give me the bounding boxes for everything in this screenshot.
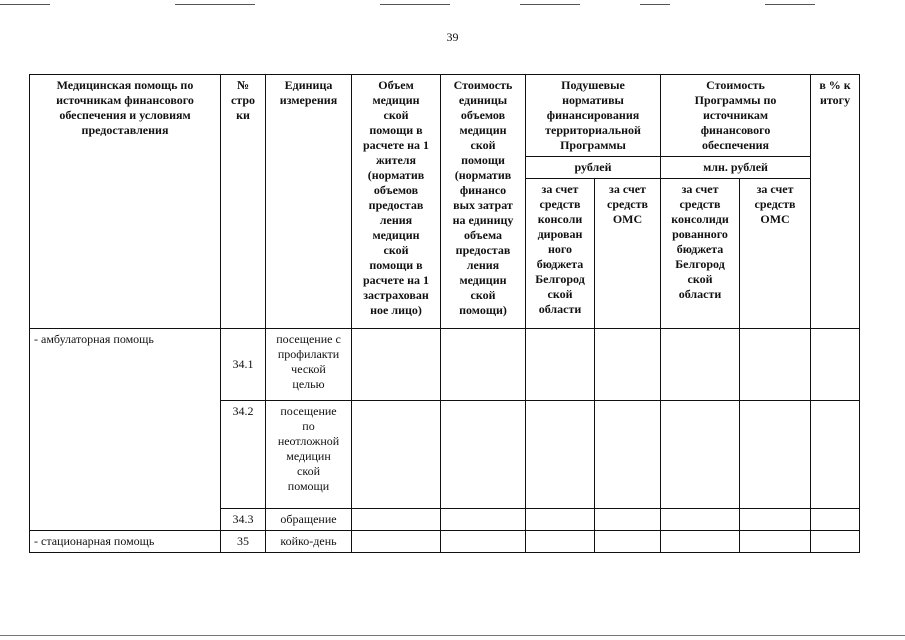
top-rule-5 — [640, 4, 670, 5]
cell — [661, 401, 740, 509]
top-rule-1 — [0, 4, 50, 5]
header-rubles: рублей — [526, 157, 661, 179]
cell — [352, 329, 441, 401]
header-per-capita: Подушевые нормативы финансирования территориальной Программы — [526, 75, 661, 157]
row-unit: посещение по неотложной медицин ской помощи — [266, 401, 352, 509]
cell — [811, 401, 860, 509]
cell — [661, 509, 740, 531]
cell — [595, 531, 661, 553]
cell — [441, 509, 526, 531]
row-unit: обращение — [266, 509, 352, 531]
row-number: 34.1 — [221, 329, 266, 401]
header-volume: Объем медицин ской помощи в расчете на 1 жителя (норматив объемов предостав ления медицин ской помощи в расчете на 1 застрахован ное лицо) — [352, 75, 441, 329]
cell — [352, 531, 441, 553]
cell — [526, 329, 595, 401]
cell — [595, 401, 661, 509]
header-row-1 — [30, 75, 860, 157]
cell — [352, 509, 441, 531]
row-label-inpatient: - стационарная помощь — [30, 531, 221, 553]
financing-table — [29, 74, 860, 553]
cell — [595, 509, 661, 531]
bottom-rule — [0, 635, 905, 636]
cell — [526, 531, 595, 553]
table-row — [30, 531, 860, 553]
cell — [441, 329, 526, 401]
header-regional-budget-2: за счет средств консолиди рованного бюджета Белгород ской области — [661, 179, 740, 329]
cell — [740, 329, 811, 401]
header-care-type: Медицинская помощь по источникам финансового обеспечения и условиям предоставления — [30, 75, 221, 329]
cell — [740, 401, 811, 509]
cell — [526, 401, 595, 509]
top-rule-3 — [380, 4, 450, 5]
header-row-number: № стро ки — [221, 75, 266, 329]
cell — [441, 401, 526, 509]
header-unit: Единица измерения — [266, 75, 352, 329]
page-number: 39 — [446, 30, 459, 44]
cell — [526, 509, 595, 531]
cell — [811, 531, 860, 553]
header-million-rubles: млн. рублей — [661, 157, 811, 179]
row-number: 34.2 — [221, 401, 266, 509]
cell — [661, 329, 740, 401]
cell — [811, 329, 860, 401]
cell — [740, 509, 811, 531]
cell — [595, 329, 661, 401]
header-regional-budget: за счет средств консоли дирован ного бюджета Белгород ской области — [526, 179, 595, 329]
top-rule-2 — [175, 4, 255, 5]
header-percent: в % к итогу — [811, 75, 860, 329]
top-rule-6 — [765, 4, 815, 5]
top-rule-4 — [520, 4, 580, 5]
header-oms: за счет средств ОМС — [595, 179, 661, 329]
row-number: 34.3 — [221, 509, 266, 531]
cell — [441, 531, 526, 553]
header-program-cost: Стоимость Программы по источникам финансового обеспечения — [661, 75, 811, 157]
row-unit: посещение с профилакти ческой целью — [266, 329, 352, 401]
cell — [661, 531, 740, 553]
row-label-outpatient: - амбулаторная помощь — [30, 329, 221, 531]
cell — [811, 509, 860, 531]
row-unit: койко-день — [266, 531, 352, 553]
row-number: 35 — [221, 531, 266, 553]
cell — [740, 531, 811, 553]
cell — [352, 401, 441, 509]
table-row — [30, 329, 860, 401]
header-unit-cost: Стоимость единицы объемов медицин ской помощи (норматив финансо вых затрат на единицу объема предостав ления медицин ской помощи) — [441, 75, 526, 329]
header-oms-2: за счет средств ОМС — [740, 179, 811, 329]
